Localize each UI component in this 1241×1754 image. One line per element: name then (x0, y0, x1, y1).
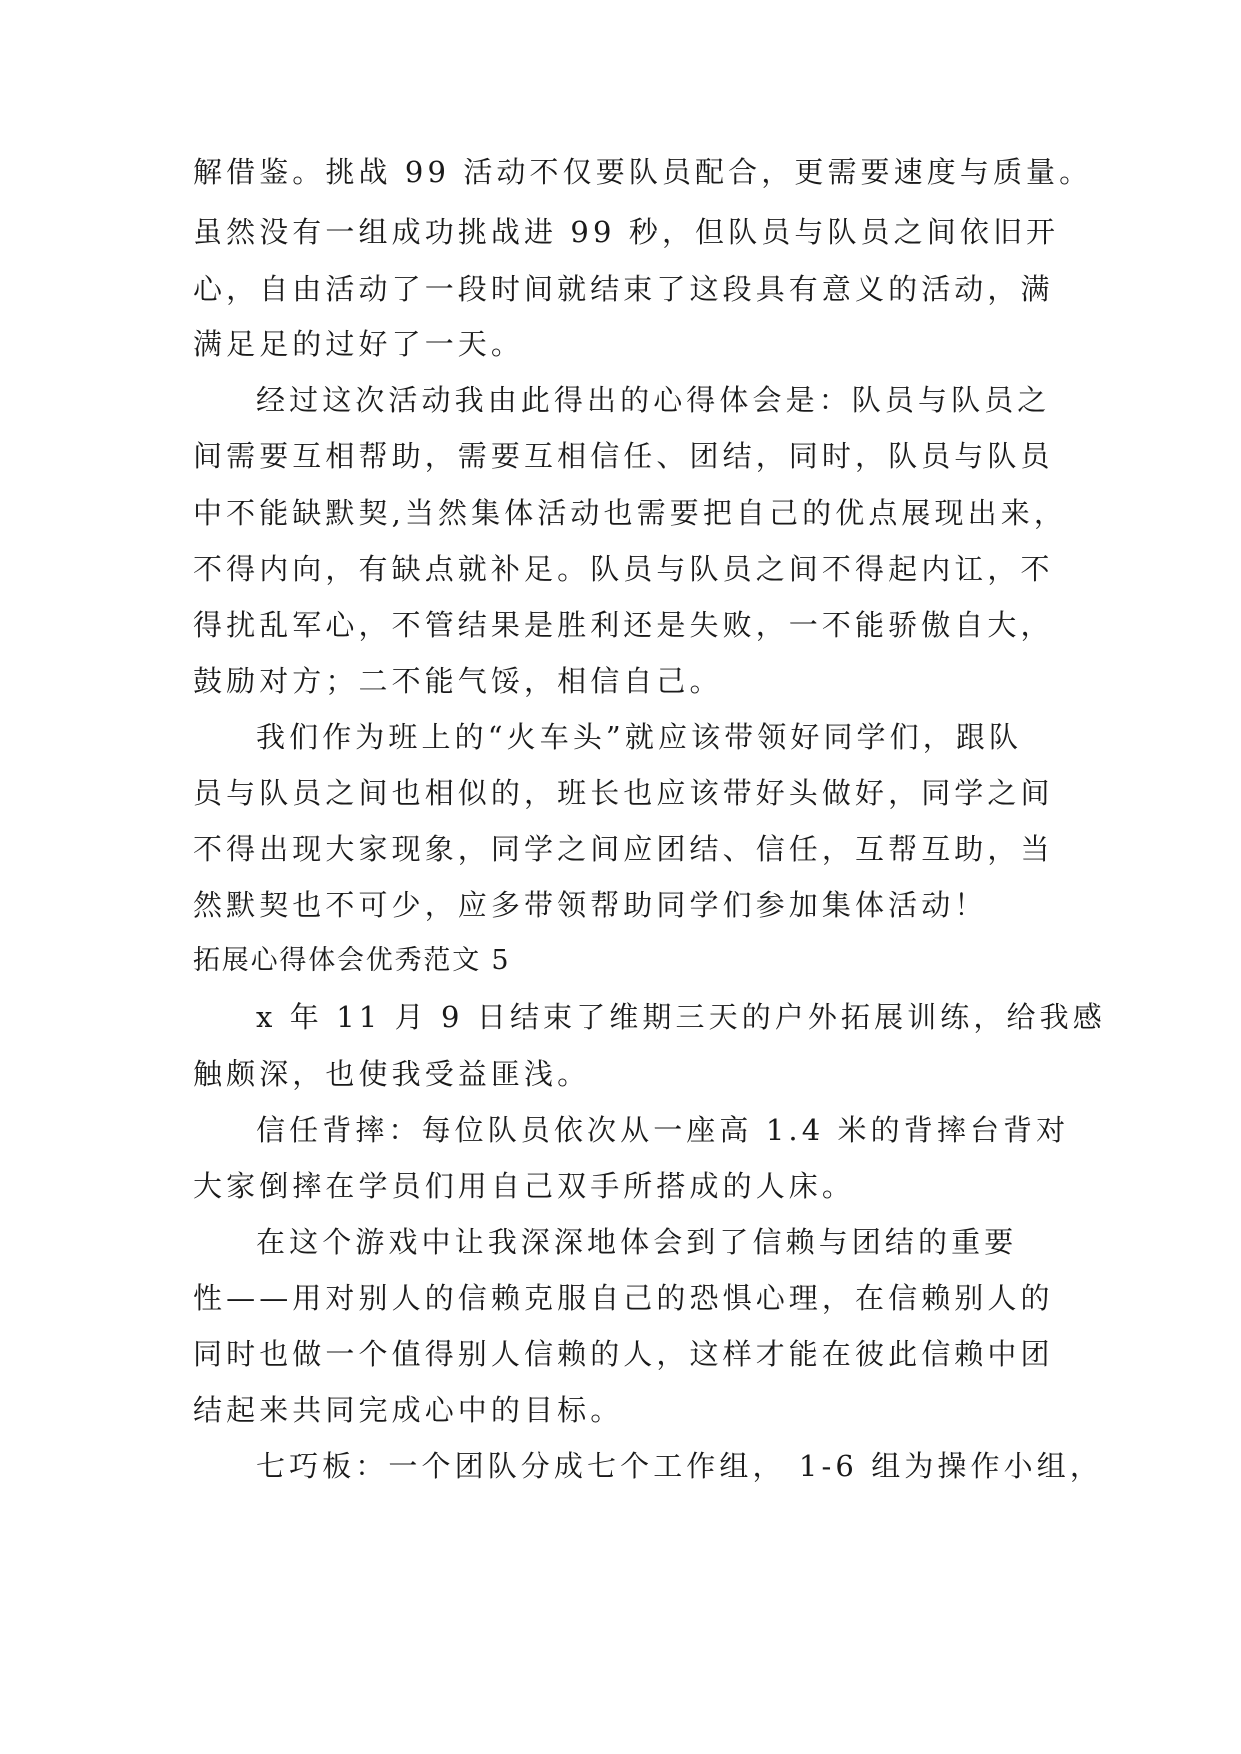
paragraph-first-line: 经过这次活动我由此得出的心得体会是：队员与队员之 (256, 383, 1051, 417)
body-text-line: 虽然没有一组成功挑战进 99 秒，但队员与队员之间依旧开 (193, 215, 1060, 249)
paragraph-first-line: 在这个游戏中让我深深地体会到了信赖与团结的重要 (256, 1225, 1018, 1259)
body-text-line: 触颇深，也使我受益匪浅。 (193, 1057, 591, 1091)
paragraph-first-line: 七巧板：一个团队分成七个工作组， 1-6 组为操作小组， (256, 1449, 1103, 1483)
body-text-line: 鼓励对方；二不能气馁，相信自己。 (193, 664, 723, 698)
paragraph-first-line: 信任背摔：每位队员依次从一座高 1.4 米的背摔台背对 (256, 1113, 1070, 1147)
paragraph-first-line: 我们作为班上的“火车头”就应该带领好同学们，跟队 (256, 720, 1023, 754)
body-text-line: 同时也做一个值得别人信赖的人，这样才能在彼此信赖中团 (193, 1337, 1054, 1371)
body-text-line: 然默契也不可少，应多带领帮助同学们参加集体活动！ (193, 888, 988, 922)
body-text-line: 结起来共同完成心中的目标。 (193, 1393, 624, 1427)
section-heading: 拓展心得体会优秀范文 5 (193, 945, 511, 976)
body-text-line: 间需要互相帮助，需要互相信任、团结，同时，队员与队员 (193, 439, 1054, 473)
body-text-line: 员与队员之间也相似的，班长也应该带好头做好，同学之间 (193, 776, 1054, 810)
body-text-line: 满足足的过好了一天。 (193, 327, 525, 361)
body-text-line: 性——用对别人的信赖克服自己的恐惧心理，在信赖别人的 (193, 1281, 1054, 1315)
body-text-line: 中不能缺默契,当然集体活动也需要把自己的优点展现出来， (193, 496, 1067, 530)
body-text-line: 解借鉴。挑战 99 活动不仅要队员配合，更需要速度与质量。 (193, 155, 1093, 189)
body-text-line: 不得出现大家现象，同学之间应团结、信任，互帮互助，当 (193, 832, 1054, 866)
body-text-line: 得扰乱军心，不管结果是胜利还是失败，一不能骄傲自大， (193, 608, 1054, 642)
body-text-line: 不得内向，有缺点就补足。队员与队员之间不得起内讧，不 (193, 552, 1054, 586)
body-text-line: 心，自由活动了一段时间就结束了这段具有意义的活动，满 (193, 272, 1054, 306)
paragraph-first-line: x 年 11 月 9 日结束了维期三天的户外拓展训练，给我感 (256, 1000, 1106, 1034)
body-text-line: 大家倒摔在学员们用自己双手所搭成的人床。 (193, 1169, 856, 1203)
